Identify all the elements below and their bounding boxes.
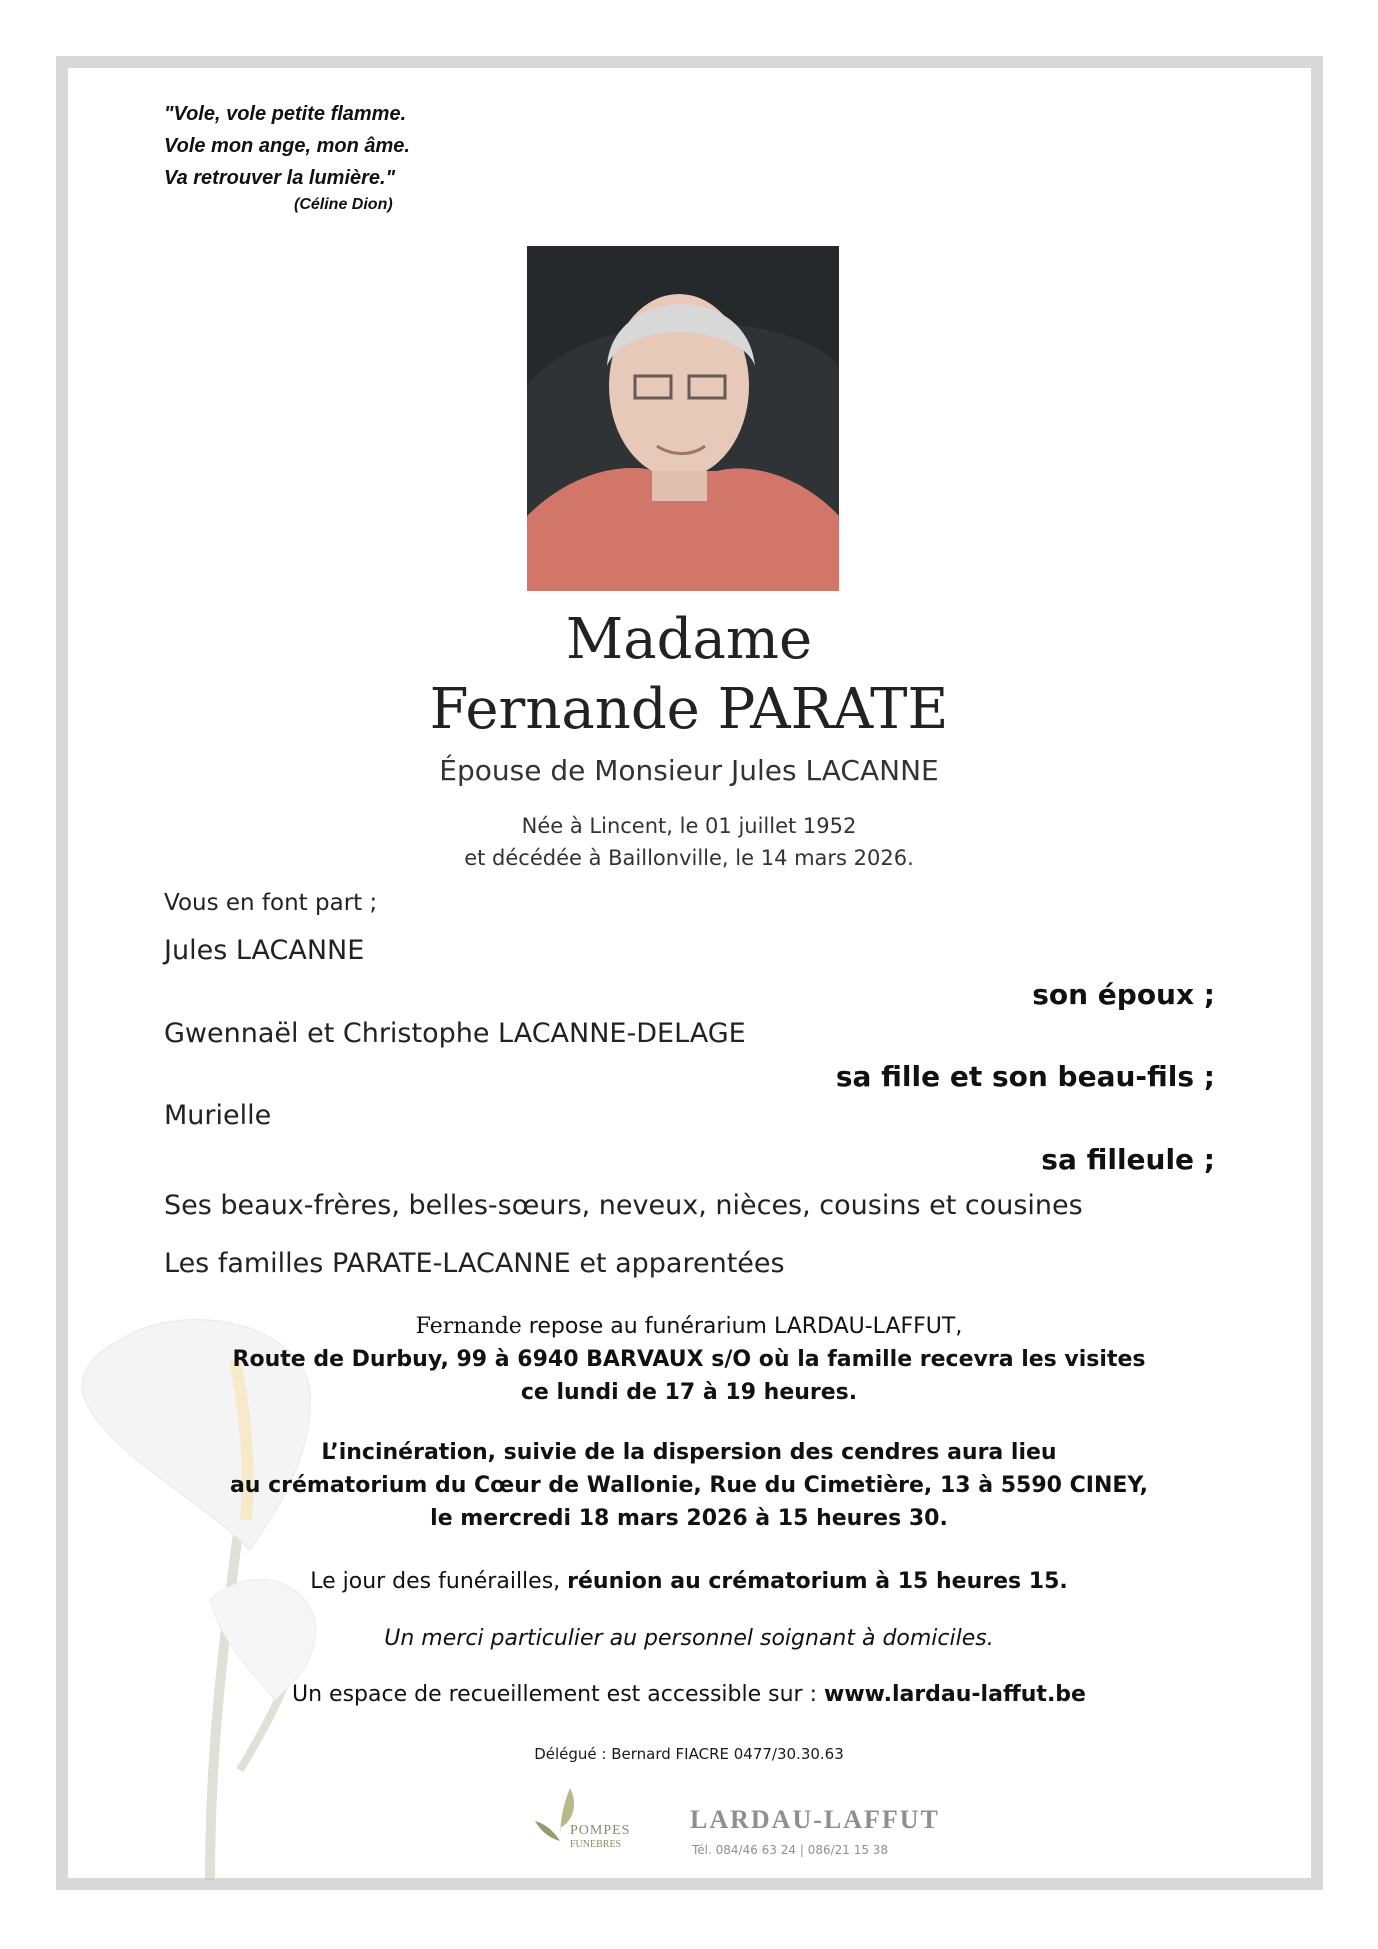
ceremony-line-1: L’incinération, suivie de la dispersion des cendres aura lieu <box>321 1440 1057 1465</box>
visit-address: Route de Durbuy, 99 à 6940 BARVAUX s/O où la famille recevra les visites <box>232 1347 1146 1372</box>
visit-line-1 <box>0 1310 1378 1343</box>
company-name: LARDAU-LAFFUT <box>690 1805 940 1834</box>
meeting-line <box>0 1565 1378 1598</box>
visit-line-1-rest: repose au funérarium LARDAU-LAFFUT, <box>521 1314 963 1339</box>
quote-line: Va retrouver la lumière." <box>164 167 396 189</box>
website-prefix: Un espace de recueillement est accessible sur : <box>292 1682 825 1707</box>
thanks-line: Un merci particulier au personnel soignant à domiciles. <box>384 1626 994 1651</box>
website-link[interactable]: www.lardau-laffut.be <box>824 1682 1086 1707</box>
first-name: Fernande <box>415 1314 522 1339</box>
quote-line: Vole mon ange, mon âme. <box>164 135 410 157</box>
death-line: et décédée à Baillonville, le 14 mars 2026. <box>464 846 914 870</box>
delegate-line: Délégué : Bernard FIACRE 0477/30.30.63 <box>534 1745 844 1763</box>
ceremony-line-3: le mercredi 18 mars 2026 à 15 heures 30. <box>430 1506 948 1531</box>
meeting-prefix: Le jour des funérailles, <box>310 1569 568 1594</box>
deceased-name: Fernande PARATE <box>429 677 949 742</box>
family-intro: Vous en font part ; <box>164 890 378 916</box>
dates-block <box>0 810 1378 874</box>
pompes-funebres-logo <box>530 1783 660 1863</box>
logo-line-2: FUNEBRES <box>570 1839 622 1850</box>
quote-line: "Vole, vole petite flamme. <box>164 103 407 125</box>
spouse-line: Épouse de Monsieur Jules LACANNE <box>439 754 939 787</box>
visit-hours: ce lundi de 17 à 19 heures. <box>520 1380 858 1405</box>
family-member-relation: sa filleule ; <box>1041 1143 1215 1176</box>
website-line <box>0 1678 1378 1711</box>
family-member-relation: sa fille et son beau-fils ; <box>835 1060 1215 1093</box>
extended-family-line: Ses beaux-frères, belles-sœurs, neveux, nièces, cousins et cousines <box>164 1190 1083 1221</box>
family-member-name: Murielle <box>164 1100 272 1131</box>
title-madame: Madame <box>565 607 813 672</box>
quote-block <box>164 98 410 216</box>
ceremony-line-2: au crématorium du Cœur de Wallonie, Rue du Cimetière, 13 à 5590 CINEY, <box>229 1473 1149 1498</box>
family-member-name: Gwennaël et Christophe LACANNE-DELAGE <box>164 1018 746 1049</box>
logo-line-1: POMPES <box>570 1823 631 1838</box>
quote-author: (Céline Dion) <box>294 196 393 213</box>
portrait-photo <box>527 246 839 591</box>
company-phones: Tél. 084/46 63 24 | 086/21 15 38 <box>692 1843 889 1857</box>
meeting-time: réunion au crématorium à 15 heures 15. <box>567 1569 1068 1594</box>
birth-line: Née à Lincent, le 01 juillet 1952 <box>521 814 857 838</box>
family-member-name: Jules LACANNE <box>164 935 365 966</box>
ceremony-block <box>0 1436 1378 1535</box>
visit-block <box>0 1310 1378 1409</box>
family-member-relation: son époux ; <box>1032 978 1215 1011</box>
extended-family-line: Les familles PARATE-LACANNE et apparentées <box>164 1248 785 1279</box>
